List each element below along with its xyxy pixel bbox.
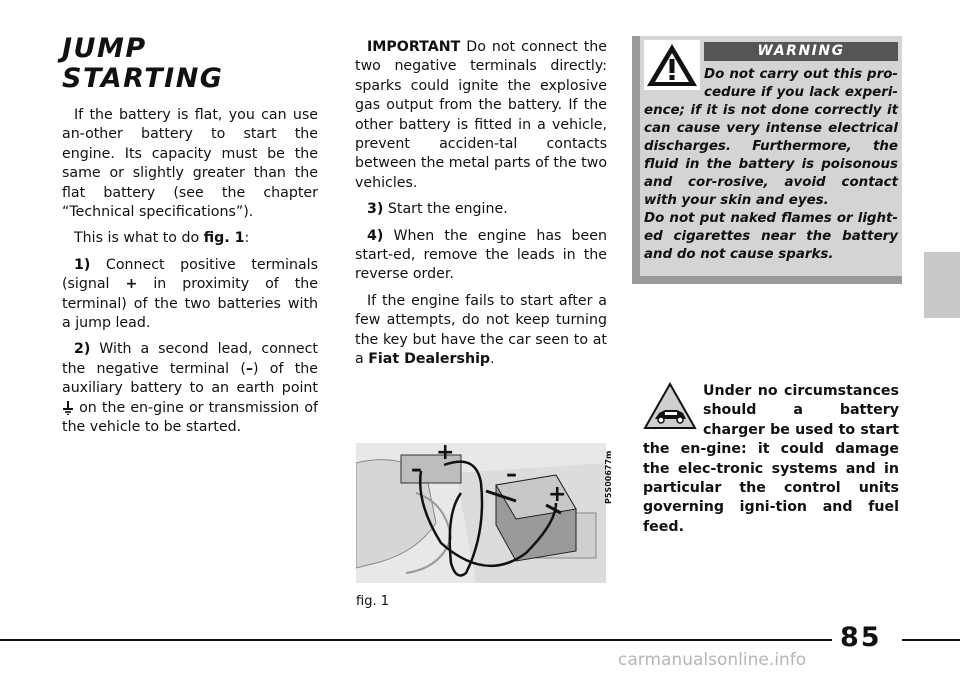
figure-caption: fig. 1 (356, 594, 389, 609)
earth-ground-icon (62, 400, 74, 415)
column-left (62, 34, 318, 445)
svg-text:–: – (411, 457, 422, 482)
warning-text (644, 66, 898, 264)
todo-paragraph: This is what to do fig. 1: (74, 230, 250, 247)
figure-code: P5S00677m (604, 450, 613, 504)
fig-reference: fig. 1 (203, 230, 245, 247)
warning-box-bottom-edge (632, 276, 902, 284)
footer-rule-right (902, 639, 960, 641)
warning-paragraph-2: Do not put naked flames or light-ed cigarettes near the battery and do not cause sparks. (644, 211, 898, 262)
warning-header: WARNING (704, 42, 898, 61)
battery-charger-note: Under no circumstances should a battery charger be used to start the en-gine: it could damage the elec-tronic systems and in particular the control units governing igni-tion and fuel feed. (643, 383, 899, 535)
warning-box-edge (632, 36, 640, 276)
important-paragraph: IMPORTANT Do not connect the two negative terminals directly: sparks could ignite the explosive gas output from the battery. If the other battery is fitted in a vehicle, prevent acciden-tal contacts between the metal parts of the two vehicles. (355, 39, 607, 191)
footer-rule-left (0, 639, 832, 641)
fail-paragraph: If the engine fails to start after a few attempts, do not keep turning the key but have the car seen to at a Fiat Dealership. (355, 292, 607, 368)
step-3: 3) Start the engine. (367, 201, 508, 218)
svg-text:+: + (436, 443, 455, 465)
warning-box (632, 36, 902, 276)
section-tab (924, 252, 960, 318)
step-2: 2) With a second lead, connect the negative terminal (–) of the auxiliary battery to an earth point on the en-gine or transmission of the vehicle to be started. (62, 341, 319, 436)
jump-start-illustration (356, 443, 606, 583)
dealership-link: Fiat Dealership (368, 351, 491, 368)
watermark: carmanualsonline.info (618, 650, 807, 670)
warning-paragraph-1: Do not carry out this pro-cedure if you lack experi-ence; if it is not done correctly it can cause very intense electrical discharges. Furthermore, the fluid in the battery is poisonous and cor-rosive, avoid contact with your skin and eyes. (644, 67, 898, 208)
page-number: 85 (840, 622, 882, 653)
intro-paragraph: If the battery is flat, you can use an-other battery to start the engine. Its capacity must be the same or slightly greater than the flat battery (see the chapter “Technical specifications”). (62, 107, 318, 221)
page-title: JUMP STARTING (62, 33, 224, 94)
svg-text:+: + (548, 482, 567, 507)
svg-text:–: – (506, 462, 517, 487)
step-1: 1) Connect positive terminals (signal + in proximity of the terminal) of the two batteries with a jump lead. (62, 256, 318, 332)
battery-diagram (356, 443, 606, 583)
important-label: IMPORTANT (367, 39, 461, 55)
step-4: 4) When the engine has been start-ed, remove the leads in the reverse order. (355, 227, 607, 283)
column-middle (355, 38, 607, 377)
